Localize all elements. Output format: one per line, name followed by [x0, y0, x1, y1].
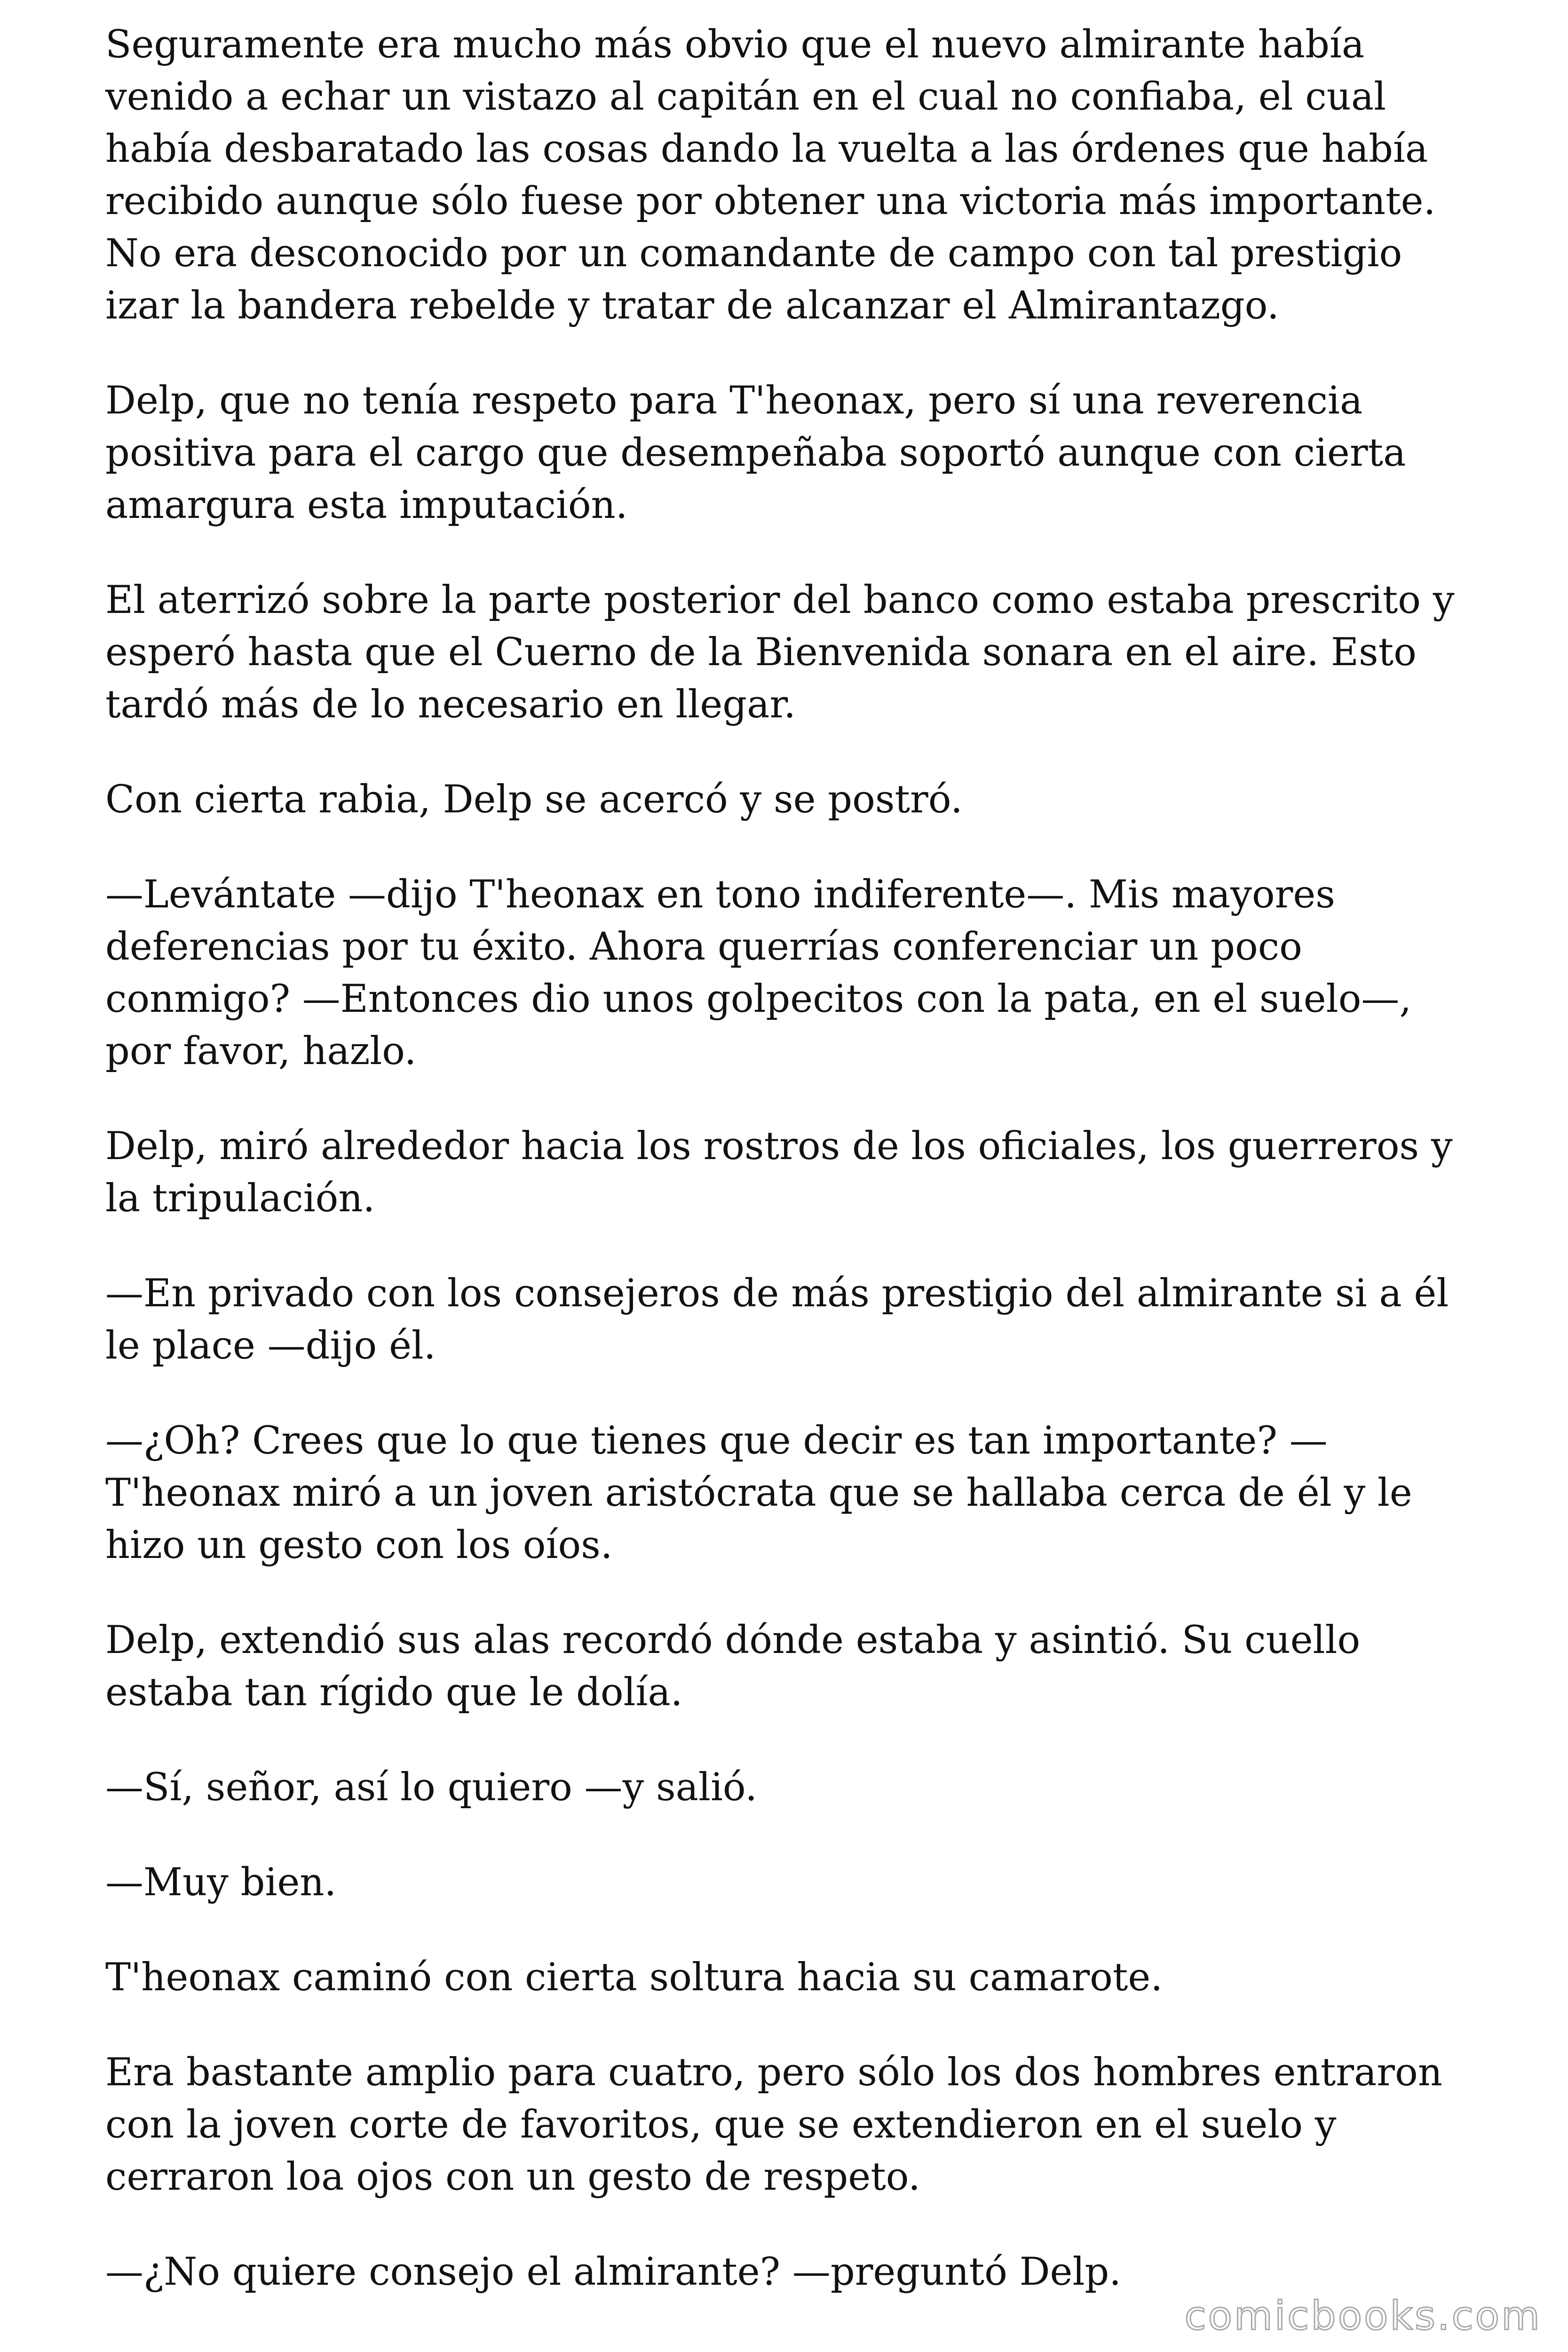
paragraph-9: Delp, extendió sus alas recordó dónde estaba y asintió. Su cuello estaba tan rígido que le dolía. [105, 1618, 1361, 1715]
paragraph-2: Delp, que no tenía respeto para T'heonax, pero sí una reverencia positiva para el cargo que desempeñaba soportó aunque con cierta amargura esta imputación. [105, 379, 1406, 527]
paragraph-5: —Levántate —dijo T'heonax en tono indiferente—. Mis mayores deferencias por tu éxito. Ahora querrías conferenciar un poco conmigo? —Entonces dio unos golpecitos con la pata, en el suelo—, por favor, hazlo. [105, 873, 1412, 1073]
watermark: comicbooks.com [1184, 2293, 1542, 2339]
paragraph-7: —En privado con los consejeros de más prestigio del almirante si a él le place —dijo él. [105, 1271, 1449, 1368]
paragraph-12: T'heonax caminó con cierta soltura hacia su camarote. [105, 1955, 1163, 2000]
paragraph-13: Era bastante amplio para cuatro, pero sólo los dos hombres entraron con la joven corte de favoritos, que se extendieron en el suelo y cerraron loa ojos con un gesto de respeto. [105, 2050, 1442, 2199]
paragraph-8: —¿Oh? Crees que lo que tienes que decir es tan importante? — T'heonax miró a un joven aristócrata que se hallaba cerca de él y le hizo un gesto con los oíos. [105, 1419, 1412, 1567]
paragraph-11: —Muy bien. [105, 1860, 337, 1905]
paragraph-4: Con cierta rabia, Delp se acercó y se postró. [105, 778, 963, 822]
paragraph-6: Delp, miró alrededor hacia los rostros de los oficiales, los guerreros y la tripulación. [105, 1124, 1453, 1221]
paragraph-14: —¿No quiere consejo el almirante? —preguntó Delp. [105, 2250, 1121, 2294]
paragraph-3: El aterrizó sobre la parte posterior del banco como estaba prescrito y esperó hasta que el Cuerno de la Bienvenida sonara en el aire. Esto tardó más de lo necesario en llegar. [105, 578, 1455, 727]
page-body [105, 19, 1469, 2298]
paragraph-10: —Sí, señor, así lo quiero —y salió. [105, 1765, 757, 1810]
paragraph-1: Seguramente era mucho más obvio que el nuevo almirante había venido a echar un vistazo al capitán en el cual no confiaba, el cual había desbaratado las cosas dando la vuelta a las órdenes que había recibido aunque sólo fuese por obtener una victoria más importante. No era desconocido por un comandante de campo con tal prestigio izar la bandera rebelde y tratar de alcanzar el Almirantazgo. [105, 23, 1436, 328]
